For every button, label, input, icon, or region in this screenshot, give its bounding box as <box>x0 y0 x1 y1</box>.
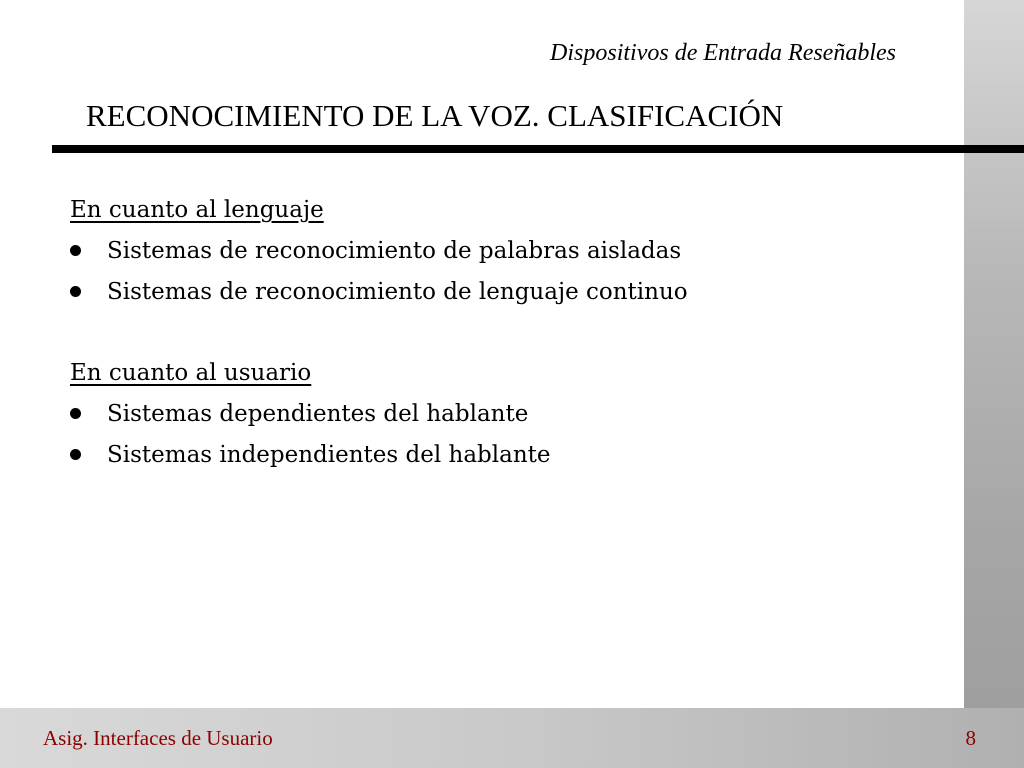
bullet-item <box>70 279 688 305</box>
bullet-text: Sistemas de reconocimiento de palabras aisladas <box>107 238 682 264</box>
bullet-icon <box>70 245 81 256</box>
bullet-item <box>70 401 528 427</box>
footer-page-number: 8 <box>965 726 976 750</box>
footer-course-name: Asig. Interfaces de Usuario <box>43 726 273 750</box>
bullet-item <box>70 238 681 264</box>
section-heading-usuario: En cuanto al usuario <box>70 360 312 386</box>
section-heading-lenguaje: En cuanto al lenguaje <box>70 197 324 223</box>
bullet-text: Sistemas independientes del hablante <box>107 442 551 468</box>
bullet-icon <box>70 408 81 419</box>
bullet-text: Sistemas dependientes del hablante <box>107 401 529 427</box>
right-decorative-bar <box>964 0 1024 768</box>
bullet-icon <box>70 286 81 297</box>
slide-title: RECONOCIMIENTO DE LA VOZ. CLASIFICACIÓN <box>86 98 784 133</box>
title-divider <box>52 145 1024 153</box>
bullet-icon <box>70 449 81 460</box>
slide-subtitle: Dispositivos de Entrada Reseñables <box>550 40 896 66</box>
bullet-text: Sistemas de reconocimiento de lenguaje continuo <box>107 279 688 305</box>
bullet-item <box>70 442 551 468</box>
